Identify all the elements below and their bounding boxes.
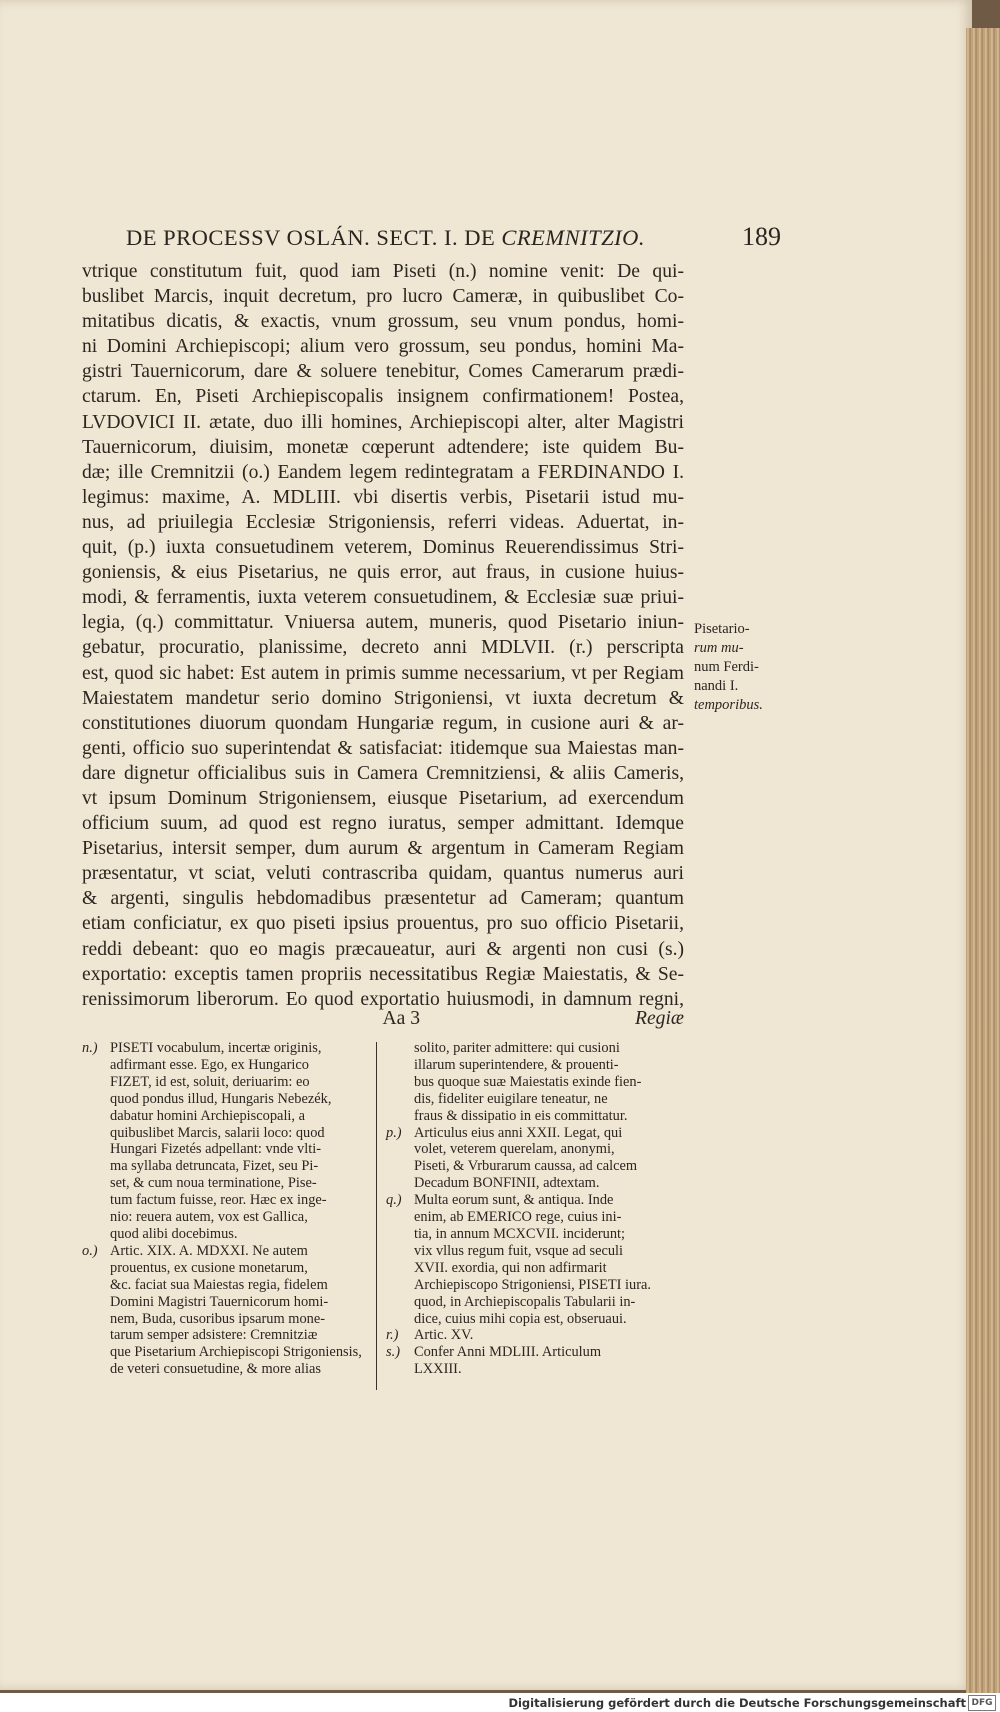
footnote-line: quibuslibet Marcis, salarii loco: quod: [110, 1124, 325, 1141]
text-line: LVDOVICI II. ætate, duo illi homines, Archiepiscopi alter, alter Magistri: [82, 411, 684, 433]
footnote-line: enim, ab EMERICO rege, cuius ini-: [414, 1209, 622, 1226]
text-line: Maiestatem mandetur serio domino Strigoniensi, vt iuxta decretum &: [82, 687, 684, 709]
footnote-line: illarum superintendere, & prouenti-: [414, 1056, 619, 1073]
text-line: Tauernicorum, diuisim, monetæ cœperunt adtendere; iste quidem Bu-: [82, 436, 684, 458]
footnote-line: adfirmant esse. Ego, ex Hungarico: [110, 1056, 310, 1073]
footnote-line: de veteri consuetudine, & more alias: [110, 1361, 321, 1378]
marginal-note: [694, 620, 774, 715]
footnote-line: tarum semper adsistere: Cremnitziæ: [110, 1327, 318, 1344]
footnote: [82, 1040, 370, 1243]
footnote-line: vix vllus regum fuit, vsque ad seculi: [414, 1242, 624, 1259]
page-header: [126, 222, 781, 252]
footnotes-left-column: [82, 1040, 370, 1378]
footnote-line: tia, in annum MCXCVII. inciderunt;: [414, 1225, 626, 1242]
text-line: & argenti, singulis hebdomadibus præsentetur ad Cameram; quantum: [82, 888, 684, 910]
footnote-line: &c. faciat sua Maiestas regia, fidelem: [110, 1276, 328, 1293]
footnote-line: ma syllaba detruncata, Fizet, seu Pi-: [110, 1158, 319, 1175]
footnote-line: tum factum fuisse, reor. Hæc ex inge-: [110, 1192, 327, 1209]
column-divider: [376, 1042, 377, 1390]
footnote-line: fraus & dissipatio in eis committatur.: [414, 1107, 628, 1124]
marginal-note-line: Pisetario-: [694, 621, 750, 637]
footnotes-right-column: [386, 1040, 684, 1378]
footnote-line: Archiepiscopo Strigoniensi, PISETI iura.: [414, 1276, 652, 1293]
text-line: dare dignetur officialibus suis in Camera Cremnitziensi, & aliis Cameris,: [82, 762, 684, 784]
text-line: vt ipsum Dominum Strigoniensem, eiusque Pisetarium, ad exercendum: [82, 787, 684, 809]
footnote: [82, 1243, 370, 1378]
text-line: præsentatur, vt sciat, veluti contrascriba quidam, quantus numerus auri: [82, 863, 684, 885]
running-head-text: DE PROCESSV OSLÁN. SECT. I. DE: [126, 225, 496, 250]
footnote-marker: p.): [386, 1124, 402, 1141]
footnote-marker: o.): [82, 1242, 98, 1259]
marginal-note-line: num Ferdi-: [694, 659, 759, 675]
text-line: buslibet Marcis, inquit decretum, pro lucro Cameræ, in quibuslibet Co-: [82, 286, 684, 308]
footnote-line: Confer Anni MDLIII. Articulum: [414, 1344, 602, 1361]
footnote-line: nio: reuera autem, vox est Gallica,: [110, 1209, 308, 1226]
footnote-line: quod, in Archiepiscopalis Tabularii in-: [414, 1293, 636, 1310]
footnote-line: set, & cum noua terminatione, Pise-: [110, 1175, 317, 1192]
footnote: [386, 1327, 684, 1344]
text-line: legimus: maxime, A. MDLIII. vbi disertis verbis, Pisetarii istud mu-: [82, 486, 684, 508]
footnote-line: FIZET, id est, soluit, deriuarim: eo: [110, 1073, 310, 1090]
footnote: [386, 1192, 684, 1327]
footnote-marker: q.): [386, 1192, 402, 1209]
signature-mark: Aa 3: [382, 1008, 421, 1029]
footnote-line: prouentus, ex cusione monetarum,: [110, 1259, 308, 1276]
signature-line: [82, 1008, 684, 1030]
text-line: nus, ad priuilegia Ecclesiæ Strigoniensis, referri videas. Aduertat, in-: [82, 511, 684, 533]
text-line: goniensis, & eius Pisetarius, ne quis error, aut fraus, in cusione huius-: [82, 562, 684, 584]
footnote-marker: n.): [82, 1040, 98, 1056]
footnote: [386, 1344, 684, 1378]
footnote-marker: s.): [386, 1344, 400, 1361]
dfg-logo: DFG: [968, 1695, 996, 1711]
text-line: reddi debeant: quo eo magis præcaueatur, auri & argenti non cusi (s.): [82, 938, 684, 960]
footnote-line: dabatur homini Archiepiscopali, a: [110, 1107, 306, 1124]
footnote-line: XVII. exordia, qui non adfirmarit: [414, 1259, 607, 1276]
page-number: 189: [742, 222, 781, 251]
text-line: dæ; ille Cremnitzii (o.) Eandem legem redintegratam a FERDINANDO I.: [82, 461, 684, 483]
footnote-line: Artic. XV.: [414, 1327, 474, 1344]
running-head-italic: CREMNITZIO.: [501, 225, 645, 250]
text-line: legia, (q.) committatur. Vniuersa autem, muneris, quod Pisetario iniun-: [82, 612, 684, 634]
footnote-line: PISETI vocabulum, incertæ originis,: [110, 1040, 322, 1056]
text-line: gistri Tauernicorum, dare & soluere tenebitur, Comes Camerarum prædi-: [82, 361, 684, 383]
footnote-line: LXXIII.: [414, 1361, 462, 1378]
text-line: ctarum. En, Piseti Archiepiscopalis insignem confirmationem! Postea,: [82, 386, 684, 408]
footnote-line: volet, veterem querelam, anonymi,: [414, 1141, 615, 1158]
text-line: vtrique constitutum fuit, quod iam Piseti (n.) nomine venit: De qui-: [82, 261, 684, 282]
main-text-block: [82, 259, 684, 1012]
footnote-line: Piseti, & Vrburarum caussa, ad calcem: [414, 1158, 638, 1175]
footnote-line: Domini Magistri Tauernicorum homi-: [110, 1293, 329, 1310]
catchword: Regiæ: [635, 1008, 684, 1029]
footnote-line: Articulus eius anni XXII. Legat, qui: [414, 1124, 623, 1141]
text-line: modi, & ferramentis, iuxta veterem consuetudinem, & Ecclesiæ suæ priui-: [82, 587, 684, 609]
footnote-line: quod pondus illud, Hungaris Nebezék,: [110, 1090, 332, 1107]
footnote-line: dice, cuius mihi copia est, obseruaui.: [414, 1310, 627, 1327]
footnote-line: bus quoque suæ Maiestatis exinde fien-: [414, 1073, 642, 1090]
marginal-note-line: rum mu-: [694, 640, 744, 656]
footnote-line: Decadum BONFINII, adtextam.: [414, 1175, 600, 1192]
running-head: [126, 225, 645, 251]
footnote-line: solito, pariter admittere: qui cusioni: [414, 1040, 620, 1056]
footnote-line: Artic. XIX. A. MDXXI. Ne autem: [110, 1242, 308, 1259]
text-line: mitatibus dicatis, & exactis, vnum grossum, seu vnum pondus, homi-: [82, 311, 684, 333]
marginal-note-line: temporibus.: [694, 697, 763, 713]
footnote-line: quod alibi docebimus.: [110, 1225, 238, 1242]
text-line: genti, officio suo superintendat & satisfaciat: itidemque sua Maiestas man-: [82, 737, 684, 759]
footnote: [386, 1040, 684, 1125]
text-line: renissimorum liberorum. Eo quod exportatio huiusmodi, in damnum regni,: [82, 988, 684, 1010]
text-line: officium suum, ad quod est regno iuratus, semper admittant. Idemque: [82, 813, 684, 835]
marginal-note-line: nandi I.: [694, 678, 739, 694]
footnote: [386, 1125, 684, 1193]
footnote-line: Hungari Fizetés adpellant: vnde vlti-: [110, 1141, 322, 1158]
page-edge-stack: [966, 28, 1000, 1693]
footnote-line: que Pisetarium Archiepiscopi Strigoniensis,: [110, 1344, 362, 1361]
text-line: gebatur, procuratio, planissime, decreto anni MDLVII. (r.) perscripta: [82, 637, 684, 659]
text-line: constitutiones diuorum quondam Hungariæ regum, in cusione auri & ar-: [82, 712, 684, 734]
footnote-line: dis, fideliter euigilare teneatur, ne: [414, 1090, 608, 1107]
footnote-line: nem, Buda, cusoribus ipsarum mone-: [110, 1310, 326, 1327]
footer-credit: Digitalisierung gefördert durch die Deutsche Forschungsgemeinschaft: [508, 1696, 966, 1710]
text-line: Pisetarius, intersit semper, dum aurum & argentum in Cameram Regiam: [82, 838, 684, 860]
footnote-marker: r.): [386, 1327, 399, 1344]
footnote-line: Multa eorum sunt, & antiqua. Inde: [414, 1192, 614, 1209]
text-line: quit, (p.) iuxta consuetudinem veterem, Dominus Reuerendissimus Stri-: [82, 537, 684, 559]
text-line: est, quod sic habet: Est autem in primis summe necessarium, vt per Regiam: [82, 662, 684, 684]
text-line: ni Domini Archiepiscopi; alium vero grossum, seu pondus, homini Ma-: [82, 336, 684, 358]
text-line: etiam conficiatur, ex quo piseti ipsius prouentus, pro suo officio Pisetarii,: [82, 913, 684, 935]
text-line: exportatio: exceptis tamen propriis necessitatibus Regiæ Maiestatis, & Se-: [82, 963, 684, 985]
